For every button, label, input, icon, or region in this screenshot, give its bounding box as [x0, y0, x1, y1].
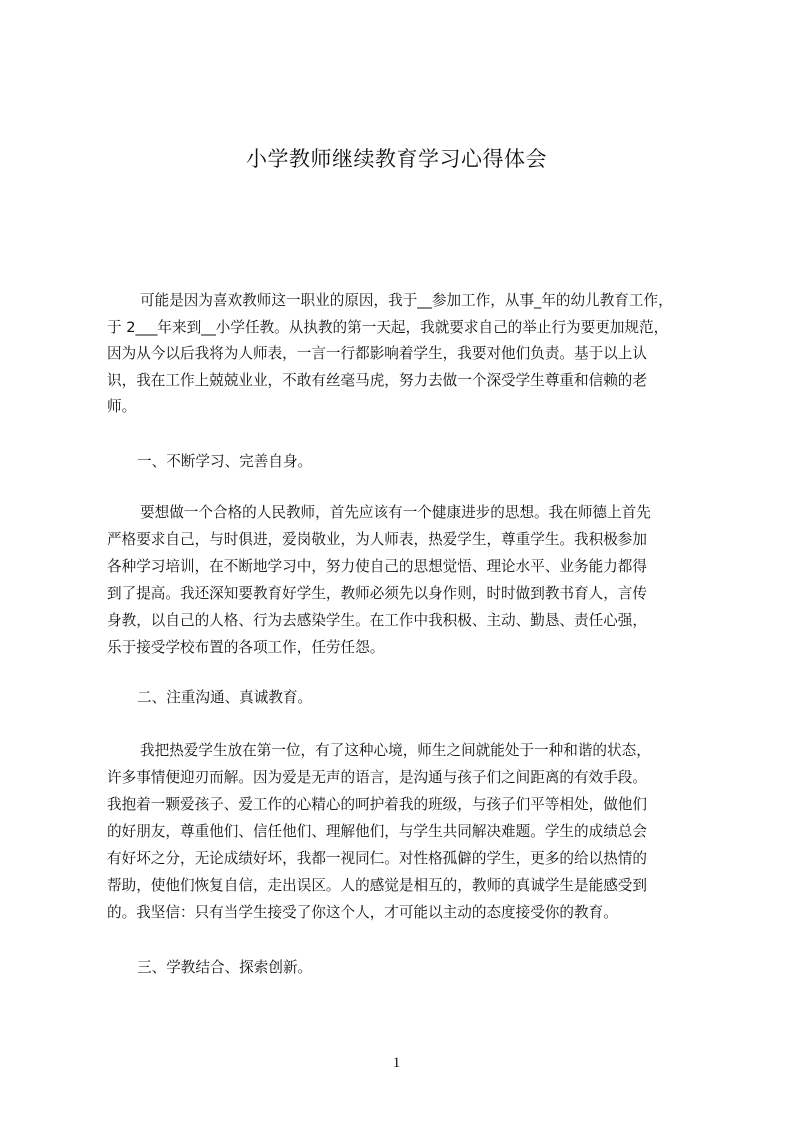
text-line: 于 2___年来到__小学任教。从执教的第一天起，我就要求自己的举止行为要更加规范， — [107, 319, 669, 336]
text-line: 的好朋友，尊重他们、信任他们、理解他们，与学生共同解决难题。学生的成绩总会 — [107, 823, 647, 840]
text-line: 有好坏之分，无论成绩好坏，我都一视同仁。对性格孤僻的学生，更多的给以热情的 — [107, 850, 647, 867]
text-line: 身教，以自己的人格、行为去感染学生。在工作中我积极、主动、勤恳、责任心强， — [107, 612, 647, 629]
text-line: 各种学习培训，在不断地学习中，努力使自己的思想觉悟、理论水平、业务能力都得 — [107, 558, 647, 575]
text-line: 帮助，使他们恢复自信，走出误区。人的感觉是相互的，教师的真诚学生是能感受到 — [107, 877, 647, 894]
text-line: 可能是因为喜欢教师这一职业的原因，我于__参加工作，从事_年的幼儿教育工作， — [140, 292, 673, 309]
text-line: 许多事情便迎刃而解。因为爱是无声的语言，是沟通与孩子们之间距离的有效手段。 — [107, 769, 647, 786]
text-line: 要想做一个合格的人民教师，首先应该有一个健康进步的思想。我在师德上首先 — [140, 504, 651, 521]
section-heading-1: 一、不断学习、完善自身。 — [137, 453, 313, 470]
text-line: 的。我坚信：只有当学生接受了你这个人，才可能以主动的态度接受你的教育。 — [107, 904, 618, 921]
section-heading-2: 二、注重沟通、真诚教育。 — [137, 689, 313, 706]
text-line: 我抱着一颗爱孩子、爱工作的心精心的呵护着我的班级，与孩子们平等相处，做他们 — [107, 796, 647, 813]
text-line: 识，我在工作上兢兢业业，不敢有丝毫马虎，努力去做一个深受学生尊重和信赖的老 — [107, 372, 647, 389]
text-line: 因为从今以后我将为人师表，一言一行都影响着学生，我要对他们负责。基于以上认 — [107, 345, 647, 362]
text-line: 乐于接受学校布置的各项工作，任劳任怨。 — [107, 639, 385, 656]
text-line: 我把热爱学生放在第一位，有了这种心境，师生之间就能处于一种和谐的状态， — [140, 742, 651, 759]
text-line: 到了提高。我还深知要教育好学生，教师必须先以身作则，时时做到教书育人，言传 — [107, 585, 647, 602]
document-title: 小学教师继续教育学习心得体会 — [246, 147, 547, 171]
page-number: 1 — [392, 1055, 401, 1071]
text-line: 严格要求自己，与时俱进，爱岗敬业，为人师表，热爱学生，尊重学生。我积极参加 — [107, 531, 647, 548]
text-line: 师。 — [107, 398, 137, 415]
section-heading-3: 三、学教结合、探索创新。 — [137, 959, 313, 976]
